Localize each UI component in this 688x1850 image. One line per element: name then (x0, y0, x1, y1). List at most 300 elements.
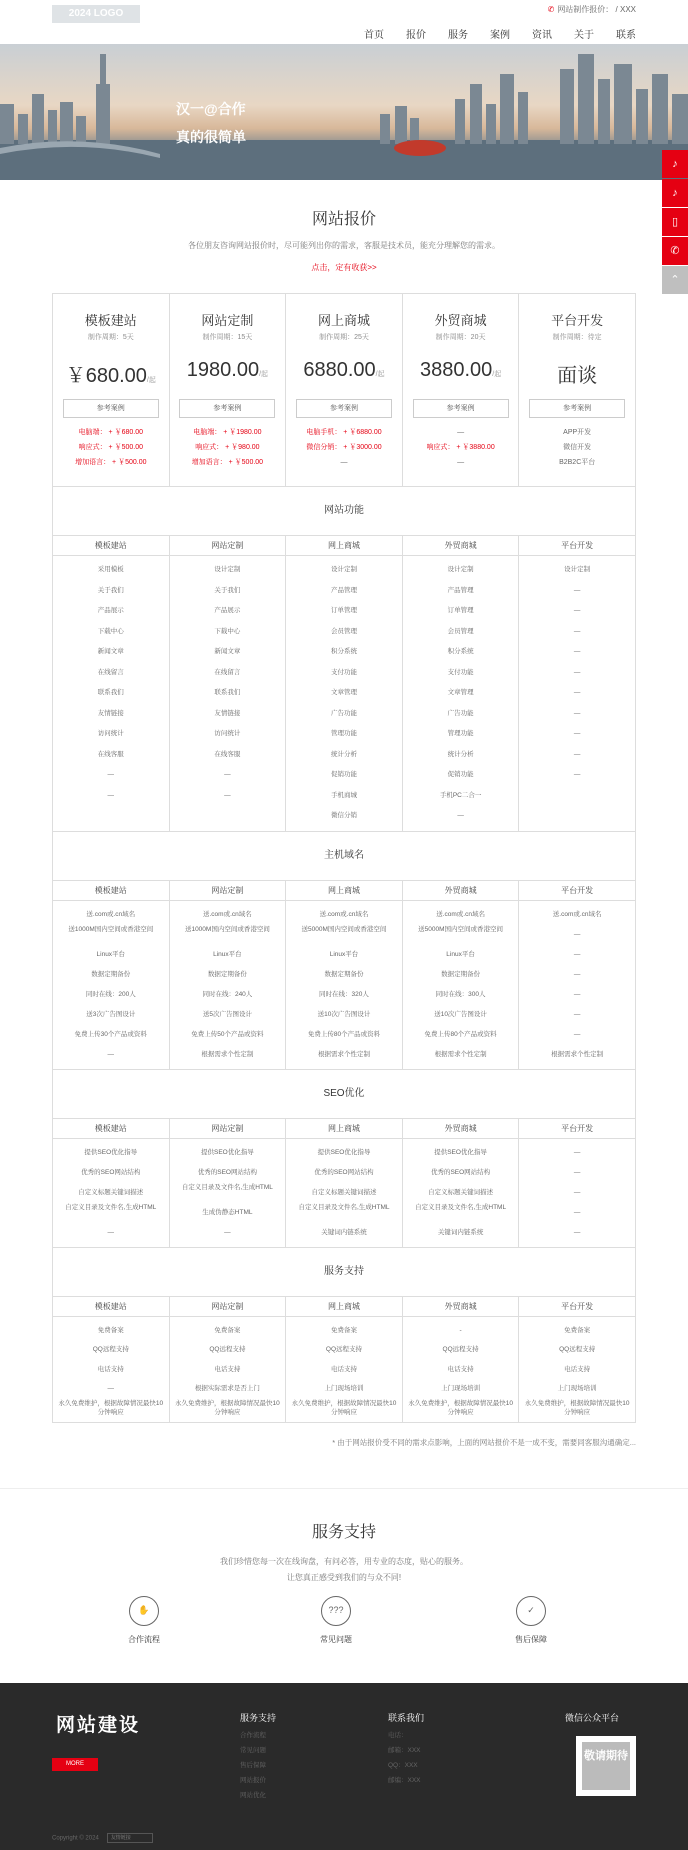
feature-item: 送10次广告图设计 (434, 1010, 487, 1018)
footer-link[interactable]: 网站报价 (240, 1777, 266, 1784)
plan-feature: B2B2C平台 (559, 459, 596, 466)
feature-item: 自定义目录及文件名,生成HTML (415, 1203, 507, 1211)
plan-name: 平台开发 (551, 313, 604, 328)
feature-item: 送5000M国内空间或香港空间 (418, 925, 504, 933)
feature-column (519, 901, 635, 1069)
column-header: 网上商城 (286, 1297, 403, 1316)
feature-item: 数据定期备份 (207, 970, 247, 978)
feature-item: 免费备案 (330, 1326, 357, 1334)
feature-column (286, 1317, 403, 1423)
footer-link[interactable]: 邮编：XXX (388, 1777, 421, 1784)
plan-card (170, 294, 287, 486)
feature-item: 上门现场培训 (324, 1385, 364, 1392)
feature-column (170, 1139, 287, 1247)
plan-feature: 微信分销： + ￥3000.00 (306, 444, 382, 451)
feature-item: — (573, 586, 581, 594)
qr-placeholder-text: 敬请期待 (582, 1742, 630, 1790)
nav-item[interactable]: 关于 (574, 30, 594, 41)
feature-column (170, 901, 287, 1069)
feature-item: QQ远程支持 (92, 1346, 129, 1353)
feature-column (403, 1317, 520, 1423)
service-item-label: 合作流程 (128, 1635, 160, 1644)
feature-item: QQ远程支持 (442, 1346, 479, 1353)
footer-link[interactable]: 邮箱：XXX (388, 1747, 421, 1754)
footer-link[interactable]: 合作流程 (240, 1732, 266, 1739)
feature-item: 设计定制 (330, 566, 357, 573)
footer-link[interactable]: 售后保障 (240, 1762, 266, 1769)
plan-card (519, 294, 635, 486)
feature-item: 自定义标题关键词描述 (428, 1188, 494, 1196)
feature-item: — (573, 1168, 581, 1176)
footer-col-service (240, 1711, 276, 1799)
feature-item: 产品管理 (330, 586, 357, 594)
column-header: 平台开发 (561, 885, 594, 895)
feature-item: 送.com或.cn域名 (86, 910, 136, 918)
feature-item: 关键词内链系统 (321, 1228, 367, 1236)
feature-item: 根据实际需求是否上门 (194, 1385, 260, 1392)
feature-item: 同时在线：240人 (202, 990, 253, 998)
plan-price-value: 6880.00 (303, 359, 376, 381)
footer-col-contact (388, 1711, 424, 1784)
feature-item: — (573, 1148, 581, 1156)
feature-item: 送.com或.cn域名 (436, 910, 485, 918)
feature-item: - (459, 1326, 462, 1334)
feature-item: 送10次广告图设计 (317, 1010, 371, 1018)
column-header: 网上商城 (286, 881, 403, 900)
column-header: 平台开发 (561, 1123, 594, 1133)
plan-price-unit: /起 (492, 371, 502, 378)
reference-case-button[interactable]: 参考案例 (63, 399, 159, 418)
feature-item: 文章管理 (447, 689, 474, 696)
feature-item: 关于我们 (97, 586, 124, 594)
feature-item: 微信分销 (330, 812, 357, 819)
plan-cycle: 制作周期：20天 (435, 334, 486, 341)
service-item[interactable] (104, 1596, 184, 1645)
phone-icon: ✆ (547, 5, 555, 14)
feature-item: 新闻文章 (214, 648, 241, 655)
feature-column (286, 1139, 403, 1247)
feature-item: — (573, 730, 581, 737)
feature-item: 产品展示 (97, 607, 124, 614)
column-header: 网站定制 (170, 1297, 287, 1316)
feature-column (53, 1139, 170, 1247)
feature-item: 送3次广告图设计 (86, 1010, 136, 1018)
section-header-row (53, 880, 635, 901)
feature-item: 免费备案 (564, 1326, 591, 1334)
feature-item: QQ远程支持 (325, 1346, 363, 1353)
plan-feature: 响应式： + ￥3880.00 (426, 444, 495, 451)
feature-column (519, 1139, 635, 1247)
feature-item: 管理功能 (447, 730, 474, 737)
feature-item: 根据需求个性定制 (434, 1050, 487, 1058)
feature-item: — (107, 1050, 115, 1058)
feature-item: 手机PC二合一 (439, 791, 482, 799)
feature-item: 电话支持 (330, 1365, 357, 1373)
column-header: 模板建站 (53, 536, 170, 555)
feature-column (53, 1317, 170, 1423)
handshake-icon: ✋ (129, 1596, 159, 1626)
feature-item: 采用模板 (97, 566, 124, 573)
column-header: 平台开发 (561, 541, 594, 550)
section-header-row (53, 535, 635, 556)
feature-item: 优秀的SEO网站结构 (430, 1168, 491, 1176)
plan-features (403, 425, 519, 470)
feature-item: 新闻文章 (97, 648, 124, 655)
column-header: 外贸商城 (403, 1297, 520, 1316)
side-button-icon[interactable]: ▯ (662, 208, 688, 236)
feature-item: 广告功能 (330, 709, 357, 717)
feature-column (519, 1317, 635, 1423)
plan-feature: 电脑端： + ￥680.00 (78, 429, 143, 436)
feature-item: 促销功能 (447, 771, 474, 778)
feature-item: 统计分析 (330, 750, 357, 758)
section-title: 主机域名 (324, 849, 364, 861)
feature-item: — (573, 1030, 581, 1038)
plan-card (53, 294, 170, 486)
feature-item: 免费上传50个产品或资料 (191, 1030, 264, 1038)
feature-item: 积分系统 (330, 648, 357, 655)
feature-item: 积分系统 (447, 648, 474, 655)
feature-item: 自定义标题关键词描述 (311, 1188, 377, 1196)
feature-item: 自定义目录及文件名,生成HTML (298, 1203, 390, 1211)
column-header: 外贸商城 (403, 1119, 520, 1138)
feature-item: 设计定制 (447, 566, 474, 573)
column-header: 模板建站 (53, 1119, 170, 1138)
nav-item[interactable]: 联系 (616, 30, 636, 41)
plan-feature: 电脑手机： + ￥6880.00 (306, 429, 382, 436)
feature-item: 提供SEO优化指导 (201, 1148, 254, 1156)
feature-item: 根据需求个性定制 (201, 1050, 254, 1058)
plan-feature: — (340, 459, 348, 466)
nav-item[interactable]: 报价 (406, 30, 426, 41)
feature-item: 会员管理 (447, 627, 474, 635)
feature-item: — (573, 668, 581, 676)
feature-item: — (573, 930, 581, 938)
plan-name: 外贸商城 (434, 313, 487, 328)
feature-item: 同时在线：320人 (319, 990, 369, 998)
column-header: 网上商城 (286, 536, 403, 555)
plan-feature: APP开发 (563, 429, 592, 436)
plan-price-value: ￥680.00 (65, 365, 147, 387)
side-button-icon[interactable]: ⌃ (662, 266, 688, 294)
feature-item: 统计分析 (447, 750, 474, 758)
feature-item: 同时在线：300人 (435, 990, 486, 998)
footer-col-title: 联系我们 (388, 1713, 425, 1723)
feature-item: 在线留言 (214, 668, 241, 676)
feature-item: 访问统计 (97, 730, 124, 737)
feature-item: 会员管理 (330, 627, 357, 635)
feature-item: 根据需求个性定制 (551, 1050, 604, 1058)
feature-item: 电话支持 (447, 1365, 474, 1373)
main-nav (364, 26, 636, 41)
feature-item: 上门现场培训 (441, 1385, 481, 1392)
feature-item: — (457, 812, 464, 819)
feature-item: 送.com或.cn域名 (319, 910, 369, 918)
feature-item: 根据需求个性定制 (317, 1050, 370, 1058)
side-button-icon[interactable]: ♪ (662, 179, 688, 207)
feature-item: 送1000M国内空间或香港空间 (68, 925, 154, 933)
feature-column (403, 901, 520, 1069)
feature-item: — (573, 627, 581, 635)
feature-item: 订单管理 (330, 607, 357, 614)
plan-name: 网站定制 (201, 313, 254, 328)
plan-features (53, 425, 169, 470)
footer-link[interactable]: 网站优化 (240, 1792, 266, 1799)
feature-item: 提供SEO优化指导 (317, 1148, 371, 1156)
reference-case-button[interactable]: 参考案例 (179, 399, 275, 418)
plan-feature: 增加语言： + ￥500.00 (75, 459, 147, 466)
feature-column (286, 901, 403, 1069)
feature-item: 下载中心 (97, 627, 124, 635)
pricing-desc: 各位朋友咨询网站报价时，尽可能列出你的需求，客服是技术员，能充分理解您的需求。 (188, 241, 500, 250)
plan-feature: 增加语言： + ￥500.00 (191, 459, 264, 466)
section-3 (53, 1248, 635, 1423)
feature-item: 关于我们 (214, 586, 241, 594)
column-header: 平台开发 (561, 1301, 594, 1311)
top-bar (0, 0, 688, 44)
service-item[interactable] (296, 1596, 376, 1645)
plan-card (403, 294, 520, 486)
feature-item: 友情链接 (97, 709, 124, 717)
wechat-qr-image (576, 1736, 636, 1796)
column-header: 网站定制 (170, 1119, 287, 1138)
plan-price (286, 359, 402, 387)
plan-price-unit: /起 (375, 371, 385, 378)
feature-item: 文章管理 (330, 689, 357, 696)
reference-case-button[interactable]: 参考案例 (413, 399, 509, 418)
service-item-label: 常见问题 (320, 1635, 352, 1644)
section-columns (53, 901, 635, 1069)
feature-item: 联系我们 (214, 689, 241, 696)
service-desc2: 让您真正感受到我们的与众不同! (286, 1573, 402, 1582)
service-title: 服务支持 (311, 1524, 376, 1541)
section-title: 网站功能 (324, 505, 364, 516)
feature-item: 送.com或.cn域名 (552, 910, 602, 918)
feature-item: — (573, 709, 581, 717)
logo[interactable]: 2024 LOGO (52, 5, 140, 23)
feature-item: — (107, 1385, 115, 1392)
plan-name: 网上商城 (317, 313, 370, 328)
wechat-title: 微信公众平台 (565, 1713, 620, 1723)
banner-line2: 真的很简单 (176, 129, 246, 145)
footer-brand: 网站建设 (56, 1715, 141, 1736)
feature-item: 在线客服 (97, 750, 124, 758)
feature-item: 优秀的SEO网站结构 (314, 1168, 374, 1176)
friend-links-select[interactable]: 友情链接 (107, 1833, 153, 1843)
feature-column (170, 1317, 287, 1423)
feature-item: 永久免费维护，根据故障情况最快10分钟响应 (58, 1399, 164, 1416)
section-2 (53, 1070, 635, 1248)
feature-item: 支付功能 (330, 668, 357, 676)
feature-item: — (573, 950, 581, 958)
section-title: SEO优化 (323, 1087, 365, 1099)
nav-item[interactable]: 首页 (364, 30, 384, 41)
footer-link[interactable]: 常见问题 (240, 1747, 266, 1754)
feature-item: 手机商城 (330, 791, 357, 799)
banner-line1: 汉一@合作 (176, 101, 246, 117)
footer-col-wechat (565, 1711, 619, 1724)
service-item[interactable] (491, 1596, 571, 1645)
column-header: 网站定制 (170, 881, 287, 900)
feature-column (286, 556, 403, 831)
plan-price (519, 359, 635, 387)
plan-feature: 响应式： + ￥980.00 (195, 444, 260, 451)
copyright (52, 1833, 153, 1843)
feature-item: 在线留言 (97, 668, 124, 676)
column-header: 网上商城 (286, 1119, 403, 1138)
column-header: 外贸商城 (403, 881, 520, 900)
plan-cycle: 制作周期：25天 (319, 334, 369, 341)
reference-case-button[interactable]: 参考案例 (529, 399, 625, 418)
column-header: 外贸商城 (403, 536, 520, 555)
feature-item: — (573, 771, 581, 778)
plan-price-value: 3880.00 (419, 359, 493, 381)
shield-check-icon: ✓ (516, 1596, 546, 1626)
plan-price-value: 面谈 (557, 365, 598, 387)
feature-item: — (573, 689, 581, 696)
feature-item: 下载中心 (214, 627, 241, 635)
side-button-icon[interactable]: ♪ (662, 150, 688, 178)
feature-item: — (224, 791, 231, 799)
plan-price-unit: /起 (146, 377, 156, 384)
feature-item: 生成伪静态HTML (202, 1208, 253, 1216)
plan-price (170, 359, 286, 387)
plan-cycle: 制作周期：5天 (87, 334, 134, 341)
plan-price (53, 359, 169, 387)
side-button-icon[interactable]: ✆ (662, 237, 688, 265)
feature-item: 免费上传80个产品或资料 (307, 1030, 381, 1038)
plan-cycle: 制作周期：待定 (552, 334, 602, 341)
plan-features (519, 425, 635, 470)
nav-item[interactable]: 案例 (490, 30, 510, 41)
feature-item: 关键词内链系统 (437, 1228, 484, 1236)
pricing-link[interactable]: 点击，定有收获>> (311, 263, 377, 272)
plan-features (170, 425, 286, 470)
feature-item: Linux平台 (446, 950, 475, 958)
pricing-header (0, 206, 688, 273)
feature-item: 送1000M国内空间或香港空间 (184, 925, 270, 933)
feature-item: 免费上传80个产品或资料 (424, 1030, 497, 1038)
section-columns (53, 1139, 635, 1247)
feature-item: 上门现场培训 (557, 1385, 597, 1392)
plan-feature: 响应式： + ￥500.00 (78, 444, 143, 451)
feature-item: Linux平台 (213, 950, 242, 958)
column-header: 模板建站 (53, 1297, 170, 1316)
feature-column (53, 901, 170, 1069)
feature-item: 友情链接 (214, 709, 241, 717)
plan-price (403, 359, 519, 387)
section-columns (53, 1317, 635, 1423)
feature-item: 访问统计 (214, 730, 241, 737)
feature-item: 自定义目录及文件名,生成HTML (65, 1203, 157, 1211)
hero-banner (0, 44, 688, 180)
feature-item: 促销功能 (330, 771, 357, 778)
section-columns (53, 556, 635, 831)
feature-item: 同时在线：200人 (85, 990, 136, 998)
section-title: 服务支持 (324, 1265, 364, 1277)
feature-item: 广告功能 (447, 709, 474, 717)
feature-item: — (224, 771, 231, 778)
city-skyline-image (0, 44, 688, 180)
feature-item: QQ远程支持 (559, 1346, 596, 1353)
footer-link[interactable]: 电话： (388, 1732, 408, 1739)
feature-item: 永久免费维护，根据故障情况最快10分钟响应 (524, 1399, 630, 1416)
plan-name: 模板建站 (84, 313, 137, 328)
feature-column (519, 556, 635, 831)
pricing-table (52, 293, 636, 1423)
nav-item[interactable]: 服务 (448, 30, 468, 41)
section-0 (53, 487, 635, 832)
plan-feature: — (457, 429, 465, 436)
feature-item: Linux平台 (329, 950, 359, 958)
feature-item: 自定义目录及文件名,生成HTML (181, 1183, 273, 1191)
feature-item: — (107, 791, 115, 799)
feature-item: 电话支持 (214, 1365, 241, 1373)
service-item-label: 售后保障 (515, 1635, 547, 1644)
more-button[interactable]: MORE (52, 1758, 98, 1771)
plan-feature: 电脑端： + ￥1980.00 (193, 429, 262, 436)
plan-price-unit: /起 (259, 371, 269, 378)
feature-column (403, 556, 520, 831)
plan-price-value: 1980.00 (186, 359, 260, 381)
feature-item: — (573, 607, 581, 614)
feature-item: 电话支持 (97, 1365, 124, 1373)
feature-item: 提供SEO优化指导 (84, 1148, 138, 1156)
feature-item: — (224, 1228, 231, 1236)
feature-item: — (573, 1228, 581, 1236)
feature-item: 免费上传30个产品或资料 (74, 1030, 147, 1038)
service-desc1: 我们珍惜您每一次在线询盘，有问必答，用专业的态度，贴心的服务。 (220, 1557, 468, 1566)
feature-item: 联系我们 (97, 689, 124, 696)
footer-link[interactable]: QQ：XXX (388, 1762, 418, 1769)
column-header: 模板建站 (53, 881, 170, 900)
feature-item: QQ远程支持 (209, 1346, 246, 1353)
feature-item: 产品展示 (214, 607, 241, 614)
section-header-row (53, 1118, 635, 1139)
feature-item: 永久免费维护，根据故障情况最快10分钟响应 (291, 1399, 397, 1416)
feature-item: — (573, 1208, 581, 1216)
reference-case-button[interactable]: 参考案例 (296, 399, 392, 418)
feature-item: 自定义标题关键词描述 (78, 1188, 144, 1196)
feature-item: — (573, 990, 581, 998)
feature-item: 支付功能 (447, 668, 474, 676)
feature-column (403, 1139, 520, 1247)
feature-item: — (107, 771, 115, 778)
feature-item: 设计定制 (214, 566, 241, 573)
feature-column (170, 556, 287, 831)
feature-item: — (573, 1010, 581, 1018)
service-section (0, 1519, 688, 1583)
feature-item: 提供SEO优化指导 (434, 1148, 487, 1156)
feature-item: 优秀的SEO网站结构 (197, 1168, 257, 1176)
feature-item: 免费备案 (97, 1326, 124, 1334)
section-1 (53, 832, 635, 1070)
feature-item: — (573, 970, 581, 978)
pricing-title: 网站报价 (311, 211, 376, 228)
feature-item: 送.com或.cn域名 (203, 910, 252, 918)
footer-col-title: 服务支持 (240, 1713, 277, 1723)
column-header: 网站定制 (170, 536, 287, 555)
feature-item: 电话支持 (564, 1365, 591, 1373)
pricing-note: * 由于网站报价受不同的需求点影响，上面的网站报价不是一成不变，需要同客服沟通确定... (332, 1438, 636, 1447)
copyright-text: Copyright © 2024 (52, 1835, 99, 1842)
phone-info: ✆ 网站制作报价： / XXX (547, 5, 636, 14)
nav-item[interactable]: 资讯 (532, 30, 552, 41)
feature-item: — (107, 1228, 115, 1236)
plan-features (286, 425, 402, 470)
feature-item: 免费备案 (214, 1326, 241, 1334)
feature-item: 数据定期备份 (441, 970, 481, 978)
